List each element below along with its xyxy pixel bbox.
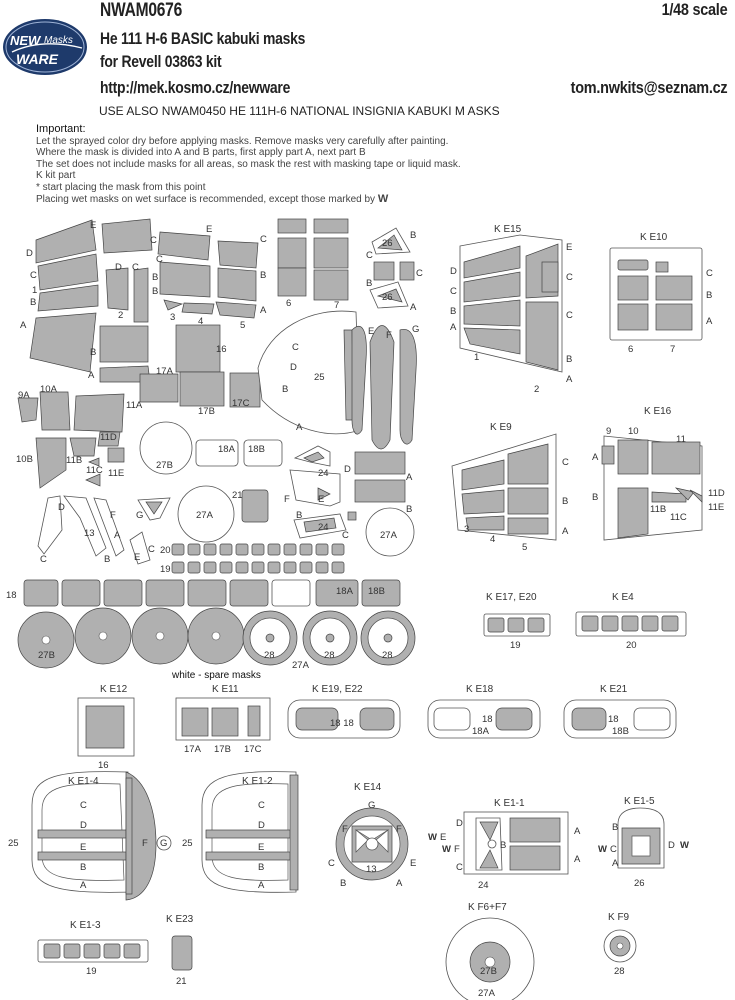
part-label: B — [282, 384, 289, 395]
part-label: 10B — [16, 454, 33, 465]
part-label: 21 — [232, 490, 243, 501]
kf9-wheel-diagram — [604, 930, 636, 962]
part-label: 27A — [292, 660, 309, 671]
part-label: 3 — [170, 312, 176, 323]
part-label: W — [598, 844, 607, 855]
ke1-2-diagram — [202, 772, 298, 893]
part-label: D — [290, 362, 297, 373]
part-label: 11E — [108, 468, 125, 479]
part-label: E — [90, 220, 97, 231]
note-line-5: * start placing the mask from this point — [36, 181, 206, 193]
part-label: 18 18 — [330, 718, 354, 729]
part-label: B — [90, 347, 97, 358]
part-label: W — [680, 840, 689, 851]
part-label: A — [258, 880, 265, 891]
part-label: 11C — [86, 465, 103, 476]
part-label: E — [566, 242, 573, 253]
part-label: 17C — [232, 398, 250, 409]
part-label: B — [410, 230, 417, 241]
ke1-5-diagram — [618, 808, 664, 868]
part-label: B — [592, 492, 599, 503]
part-label: 17A — [184, 744, 201, 755]
part-label: A — [450, 322, 457, 333]
part-label: 18A — [218, 444, 235, 455]
strip-masks-row — [172, 544, 344, 573]
part-label: E — [368, 326, 375, 337]
part-label: C — [706, 268, 713, 279]
part-label: C — [40, 554, 47, 565]
part-label: 24 — [318, 468, 329, 479]
part-label: 1 — [32, 285, 38, 296]
part-label: C — [366, 250, 373, 261]
part-label: W — [428, 832, 437, 843]
part-label: 3 — [464, 524, 470, 535]
ke10-diagram — [610, 248, 702, 340]
part-label: 10A — [40, 384, 57, 395]
part-label: A — [88, 370, 95, 381]
part-label: F — [342, 824, 348, 835]
part-label: 17C — [244, 744, 262, 755]
ke4-strip — [576, 612, 686, 636]
part-label: B — [152, 272, 159, 283]
part-label: 18B — [612, 726, 629, 737]
label-ke1-4: K E1-4 — [68, 776, 99, 787]
part-label: C — [30, 270, 37, 281]
part-label: 4 — [490, 534, 496, 545]
part-label: 27A — [478, 988, 495, 999]
part-label: 4 — [198, 316, 204, 327]
label-ke1-3: K E1-3 — [70, 920, 101, 931]
label-ke14: K E14 — [354, 782, 382, 793]
part-label: D — [26, 248, 33, 259]
part-label: B — [706, 290, 713, 301]
part-label: C — [328, 858, 335, 869]
part-label: D — [668, 840, 675, 851]
logo-ware: WARE — [16, 51, 58, 67]
part-label: G — [136, 510, 144, 521]
part-label: 26 — [382, 292, 393, 303]
part-label: 18 — [608, 714, 619, 725]
part-label: F — [454, 844, 460, 855]
part-label: 11A — [126, 400, 143, 411]
part-label: E — [440, 832, 447, 843]
spare-masks-label: white - spare masks — [172, 670, 261, 681]
part-label: 11D — [100, 432, 117, 443]
part-label: 27B — [38, 650, 55, 661]
part-label: 24 — [478, 880, 489, 891]
part-label: C — [566, 272, 573, 283]
part-label: 27A — [380, 530, 397, 541]
part-label: 19 — [86, 966, 97, 977]
part-label: E — [410, 858, 417, 869]
part-label: B — [152, 286, 159, 297]
logo-masks: Masks — [44, 35, 73, 46]
part-label: A — [406, 472, 413, 483]
part-label: 27A — [196, 510, 213, 521]
part-label: A — [20, 320, 27, 331]
part-label: 11C — [670, 512, 687, 523]
part-label: D — [258, 820, 265, 831]
wet-mark: W — [377, 192, 389, 205]
label-ke1-5: K E1-5 — [624, 796, 655, 807]
part-label: B — [566, 354, 573, 365]
part-label: A — [80, 880, 87, 891]
part-label: E — [80, 842, 87, 853]
part-label: 28 — [264, 650, 275, 661]
part-label: C — [292, 342, 299, 353]
part-label: 24 — [318, 522, 329, 533]
part-label: F — [284, 494, 290, 505]
label-ke16: K E16 — [644, 406, 672, 417]
part-label: B — [612, 822, 619, 833]
part-label: 16 — [216, 344, 227, 355]
part-label: C — [566, 310, 573, 321]
part-label: G — [160, 838, 168, 849]
ke1-4-diagram — [32, 772, 171, 900]
part-label: 6 — [628, 344, 634, 355]
label-ke4: K E4 — [612, 592, 634, 603]
part-label: E — [318, 494, 325, 505]
part-label: B — [562, 496, 569, 507]
part-label: E — [134, 552, 141, 563]
part-label: 18 — [482, 714, 493, 725]
part-label: C — [258, 800, 265, 811]
part-label: C — [342, 530, 349, 541]
part-label: 18 — [6, 590, 17, 601]
ke16-diagram — [602, 436, 702, 540]
part-label: 9 — [606, 426, 612, 437]
part-label: 13 — [84, 528, 95, 539]
part-label: A — [562, 526, 569, 537]
ke1-3-strip — [38, 940, 148, 962]
part-label: 28 — [324, 650, 335, 661]
part-label: 7 — [334, 300, 340, 311]
part-label: C — [260, 234, 267, 245]
part-label: 28 — [382, 650, 393, 661]
part-label: A — [612, 858, 619, 869]
part-label: B — [450, 306, 457, 317]
label-ke1-2: K E1-2 — [242, 776, 273, 787]
part-label: A — [574, 854, 581, 865]
part-label: 18B — [248, 444, 265, 455]
part-label: C — [450, 286, 457, 297]
part-label: A — [566, 374, 573, 385]
part-label: W — [442, 844, 451, 855]
part-label: E — [206, 224, 213, 235]
part-label: B — [366, 278, 373, 289]
notice-line: USE ALSO NWAM0450 HE 111H-6 NATIONAL INSIGNIA KABUKI M ASKS — [99, 104, 500, 118]
part-label: 18A — [472, 726, 489, 737]
part-label: 17B — [198, 406, 215, 417]
part-label: 27B — [156, 460, 173, 471]
part-label: A — [574, 826, 581, 837]
part-label: C — [132, 262, 139, 273]
part-label: 9A — [18, 390, 30, 401]
part-label: C — [150, 235, 157, 246]
product-code-text: NWAM0676 — [100, 0, 183, 21]
part-label: 20 — [160, 545, 171, 556]
ke1-1-diagram — [464, 812, 568, 874]
part-label: 28 — [614, 966, 625, 977]
label-ke19: K E19, E22 — [312, 684, 363, 695]
website-url-text[interactable]: http://mek.kosmo.cz/newware — [100, 78, 291, 97]
part-label: 2 — [118, 310, 124, 321]
part-label: 16 — [98, 760, 109, 771]
part-label: D — [456, 818, 463, 829]
part-label: E — [258, 842, 265, 853]
part-label: C — [610, 844, 617, 855]
part-label: 17A — [156, 366, 173, 377]
label-ke15: K E15 — [494, 224, 522, 235]
part-label: D — [58, 502, 65, 513]
ke12-box — [78, 698, 134, 756]
label-kf6: K F6+F7 — [468, 902, 507, 913]
ke17-strip — [484, 614, 550, 636]
label-kf9: K F9 — [608, 912, 630, 923]
part-label: 10 — [628, 426, 639, 437]
part-label: 11 — [676, 434, 686, 445]
part-label: C — [148, 544, 155, 555]
part-label: 7 — [670, 344, 676, 355]
email-text[interactable]: tom.nwkits@seznam.cz — [570, 78, 727, 97]
part-label: B — [30, 297, 37, 308]
part-label: 19 — [160, 564, 171, 575]
part-label: G — [412, 324, 420, 335]
part-label: B — [500, 840, 507, 851]
label-ke17: K E17, E20 — [486, 592, 537, 603]
part-label: 27B — [480, 966, 497, 977]
important-heading: Important: — [36, 123, 86, 135]
wheel-masks-row — [18, 608, 415, 668]
note-line-6-text: Placing wet masks on wet surface is recommended, except those marked by — [36, 193, 376, 205]
part-label: B — [406, 504, 413, 515]
part-label: C — [562, 457, 569, 468]
part-label: C — [156, 254, 163, 265]
part-label: A — [410, 302, 417, 313]
ke11-box — [176, 698, 270, 740]
part-label: 25 — [8, 838, 19, 849]
part-label: 19 — [510, 640, 521, 651]
part-label: 11B — [66, 455, 83, 466]
part-label: 6 — [286, 298, 292, 309]
part-label: 20 — [626, 640, 637, 651]
part-label: 26 — [382, 238, 393, 249]
part-label: A — [592, 452, 599, 463]
part-label: 18B — [368, 586, 385, 597]
part-label: 11D — [708, 488, 725, 499]
label-ke9: K E9 — [490, 422, 512, 433]
part-label: A — [114, 530, 121, 541]
part-label: B — [80, 862, 87, 873]
part-label: 5 — [240, 320, 246, 331]
part-label: C — [80, 800, 87, 811]
part-label: 25 — [314, 372, 325, 383]
label-ke18: K E18 — [466, 684, 494, 695]
part-label: 11B — [650, 504, 667, 515]
label-ke1-1: K E1-1 — [494, 798, 525, 809]
part-label: F — [142, 838, 148, 849]
label-ke21: K E21 — [600, 684, 628, 695]
part-label: A — [260, 305, 267, 316]
part-label: B — [340, 878, 347, 889]
note-line-3: The set does not include masks for all areas, so mask the rest with masking tape or liquid mask. — [36, 158, 461, 170]
part-label: A — [396, 878, 403, 889]
part-label: B — [258, 862, 265, 873]
part-label: B — [296, 510, 303, 521]
part-label: F — [110, 510, 116, 521]
title-line-2-text: for Revell 03863 kit — [100, 52, 222, 71]
part-label: 13 — [366, 864, 377, 875]
note-line-2: Where the mask is divided into A and B parts, first apply part A, next part B — [36, 147, 366, 159]
part-label: D — [450, 266, 457, 277]
part-label: 1 — [474, 352, 480, 363]
note-line-1: Let the sprayed color dry before applying masks. Remove masks very carefully after painting. — [36, 135, 449, 147]
label-ke12: K E12 — [100, 684, 128, 695]
title-line-1-text: He 111 H-6 BASIC kabuki masks — [100, 29, 306, 48]
part-label: 17B — [214, 744, 231, 755]
part-label: F — [386, 330, 392, 341]
part-label: F — [396, 824, 402, 835]
part-label: C — [416, 268, 423, 279]
logo-new: NEW — [10, 33, 41, 48]
part-label: B — [104, 554, 111, 565]
label-ke11: K E11 — [212, 684, 239, 695]
note-line-4: K kit part — [36, 170, 76, 182]
part-label: D — [115, 262, 122, 273]
part-label: 11E — [708, 502, 725, 513]
part-label: 25 — [182, 838, 193, 849]
windscreen-frame — [258, 311, 416, 449]
ke23-mask — [172, 936, 192, 970]
part-label: A — [706, 316, 713, 327]
label-ke23: K E23 — [166, 914, 194, 925]
part-label: B — [260, 270, 267, 281]
part-label: 26 — [634, 878, 645, 889]
part-label: D — [344, 464, 351, 475]
part-label: 2 — [534, 384, 540, 395]
part-label: G — [368, 800, 376, 811]
part-label: D — [80, 820, 87, 831]
label-ke10: K E10 — [640, 232, 668, 243]
part-label: C — [456, 862, 463, 873]
part-label: 18A — [336, 586, 353, 597]
part-label: 5 — [522, 542, 528, 553]
part-label: 21 — [176, 976, 187, 987]
part-label: A — [296, 422, 303, 433]
scale-text: 1/48 scale — [661, 0, 727, 19]
